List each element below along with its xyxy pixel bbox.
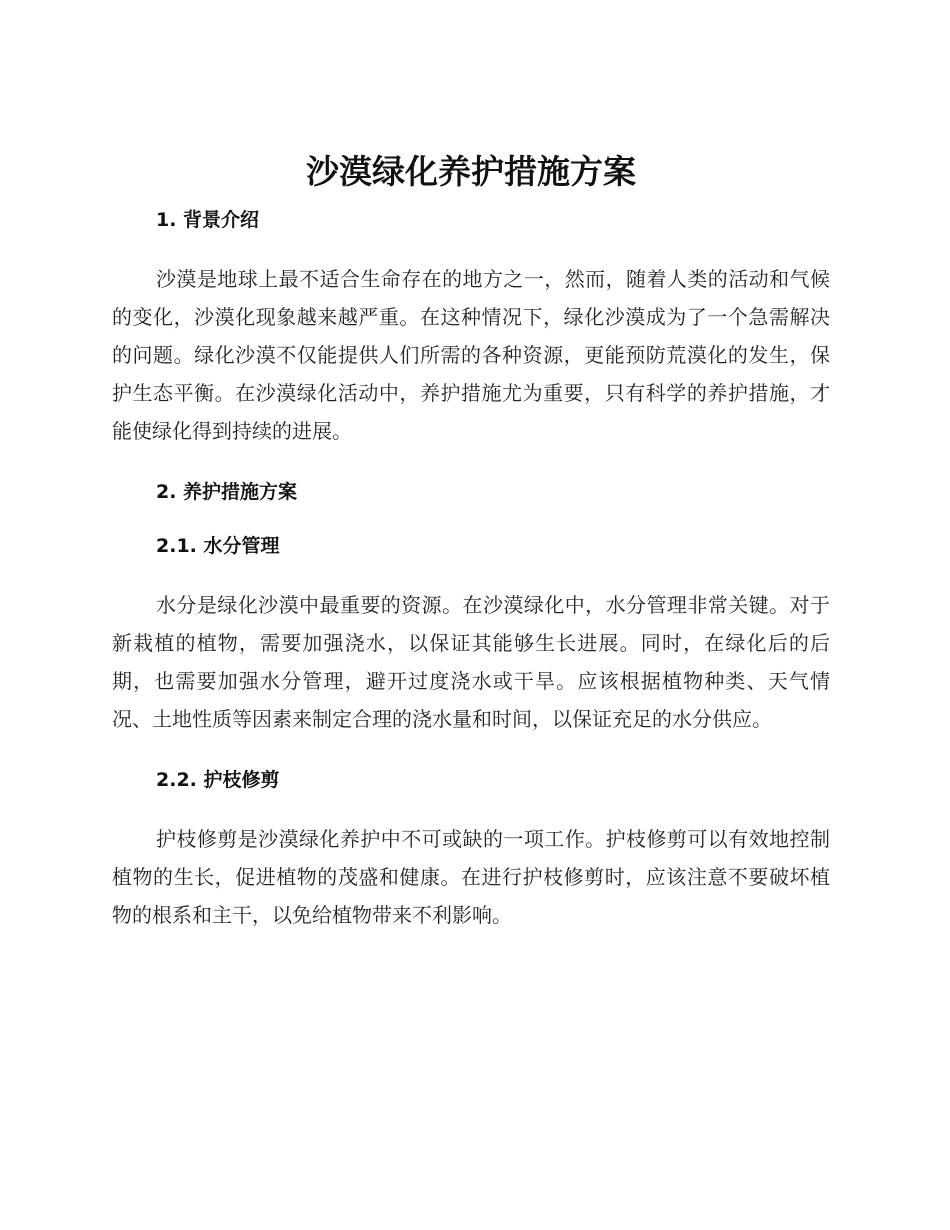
document-page [112, 150, 830, 934]
section-heading-background: 1. 背景介绍 [156, 209, 260, 231]
document-title: 沙漠绿化养护措施方案 [306, 152, 636, 191]
section-paragraph-pruning: 护枝修剪是沙漠绿化养护中不可或缺的一项工作。护枝修剪可以有效地控制植物的生长，促进植物的茂盛和健康。在进行护枝修剪时，应该注意不要破坏植物的根系和主干，以免给植物带来不利影响。 [112, 827, 830, 927]
section-heading-water-management: 2.1. 水分管理 [156, 535, 280, 557]
section-heading-maintenance-plan: 2. 养护措施方案 [156, 481, 298, 503]
section-paragraph-background: 沙漠是地球上最不适合生命存在的地方之一，然而，随着人类的活动和气候的变化，沙漠化现象越来越严重。在这种情况下，绿化沙漠成为了一个急需解决的问题。绿化沙漠不仅能提供人们所需的各种资源，更能预防荒漠化的发生，保护生态平衡。在沙漠绿化活动中，养护措施尤为重要，只有科学的养护措施，才能使绿化得到持续的进展。 [112, 267, 830, 443]
section-paragraph-water-management: 水分是绿化沙漠中最重要的资源。在沙漠绿化中，水分管理非常关键。对于新栽植的植物，需要加强浇水，以保证其能够生长进展。同时，在绿化后的后期，也需要加强水分管理，避开过度浇水或干旱。应该根据植物种类、天气情况、土地性质等因素来制定合理的浇水量和时间，以保证充足的水分供应。 [112, 593, 830, 731]
section-heading-pruning: 2.2. 护枝修剪 [156, 769, 280, 791]
